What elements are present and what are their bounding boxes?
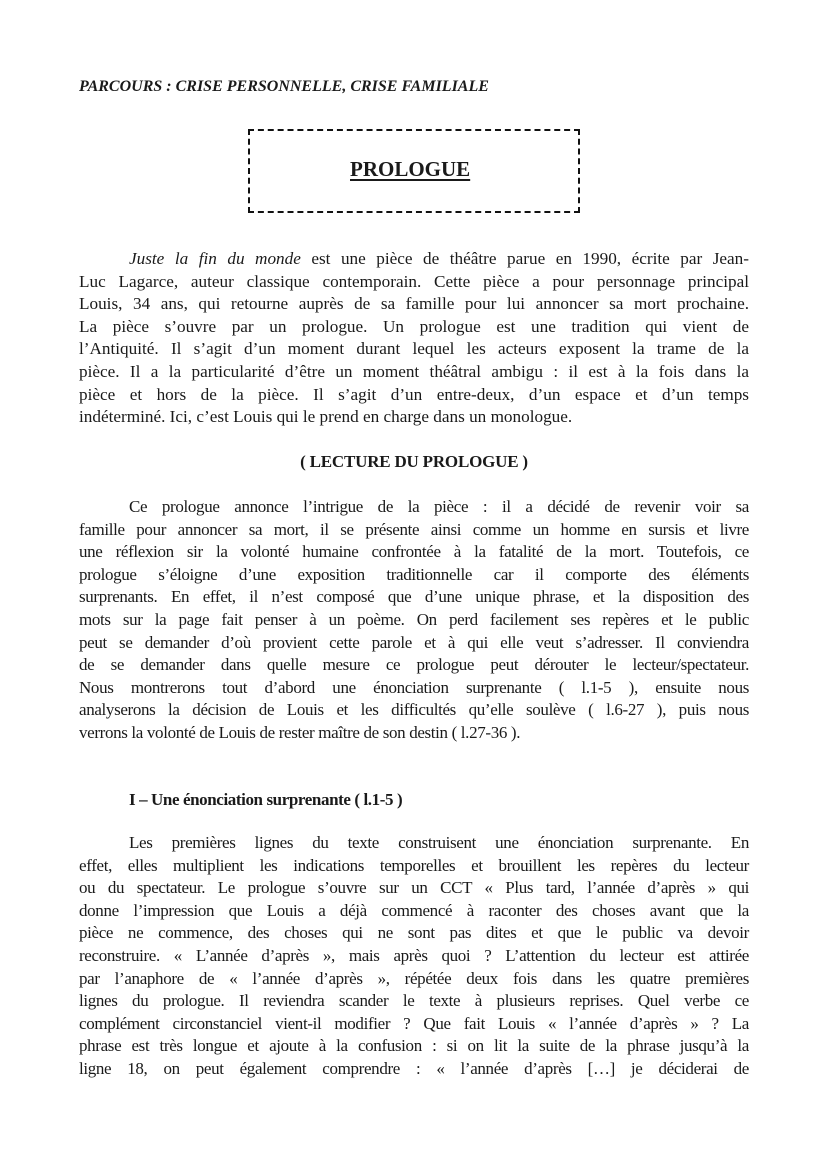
- paragraph-line: lignes du prologue. Il reviendra scander le texte à plusieurs reprises. Quel verbe ce: [79, 991, 749, 1011]
- paragraph-line: reconstruire. « L’année d’après », mais après quoi ? L’attention du lecteur est attirée: [79, 945, 749, 965]
- paragraph-line: effet, elles multiplient les indications temporelles et brouillent les repères du lecteur: [79, 855, 749, 875]
- paragraph-line: indéterminé. Ici, c’est Louis qui le prend en charge dans un monologue.: [79, 407, 573, 427]
- prologue-title-box: [248, 129, 580, 213]
- paragraph-line: pièce et hors de la pièce. Il s’agit d’un entre-deux, d’un espace et d’un temps: [79, 384, 749, 404]
- reading-heading: ( LECTURE DU PROLOGUE ): [300, 452, 528, 471]
- paragraph-line: l’Antiquité. Il s’agit d’un moment durant lequel les acteurs exposent la trame de la: [79, 339, 749, 359]
- paragraph-line: ligne 18, on peut également comprendre : « l’année d’après […] je déciderai de: [79, 1058, 749, 1078]
- paragraph-line: Louis, 34 ans, qui retourne auprès de sa famille pour lui annoncer sa mort prochaine.: [79, 294, 749, 314]
- paragraph-line: surprenants. En effet, il n’est composé que d’une unique phrase, et la disposition des: [79, 587, 749, 607]
- paragraph-line: mots sur la page fait penser à un poème. On perd facilement ses repères et le public: [79, 609, 749, 629]
- paragraph-line: analyserons la décision de Louis et les difficultés qu’elle soulève ( l.6-27 ), puis nous: [79, 700, 749, 720]
- play-title-italic: Juste la fin du monde: [129, 249, 301, 268]
- paragraph-line: pièce. Il a la particularité d’être un moment théâtral ambigu : il est à la fois dans la: [79, 361, 749, 381]
- paragraph-line: La pièce s’ouvre par un prologue. Un prologue est une tradition qui vient de: [79, 316, 749, 336]
- paragraph-line: complément circonstanciel vient-il modifier ? Que fait Louis « l’année d’après » ? La: [79, 1013, 749, 1033]
- paragraph-line: de se demander dans quelle mesure ce prologue peut dérouter le lecteur/spectateur.: [79, 655, 749, 675]
- section-heading: I – Une énonciation surprenante ( l.1-5 ): [129, 790, 403, 809]
- paragraph-line: une réflexion sir la volonté humaine confrontée à la fatalité de la mort. Toutefois, ce: [79, 542, 749, 562]
- paragraph-line: phrase est très longue et ajoute à la confusion : si on lit la suite de la phrase jusqu’à la: [79, 1036, 749, 1056]
- paragraph-line: pièce ne commence, des choses qui ne sont pas dites et que le public va devoir: [79, 923, 749, 943]
- paragraph-line: ou du spectateur. Le prologue s’ouvre sur un CCT « Plus tard, l’année d’après » qui: [79, 878, 749, 898]
- paragraph-line: Luc Lagarce, auteur classique contemporain. Cette pièce a pour personnage principal: [79, 271, 749, 291]
- intro-paragraph: [79, 248, 749, 429]
- paragraph-line: Nous montrerons tout d’abord une énonciation surprenante ( l.1-5 ), ensuite nous: [79, 677, 749, 697]
- paragraph-line: verrons la volonté de Louis de rester maître de son destin ( l.27-36 ).: [79, 722, 521, 742]
- analysis-paragraph: [79, 496, 749, 745]
- paragraph-line: donne l’impression que Louis a déjà commencé à raconter des choses avant que la: [79, 900, 749, 920]
- prologue-title: PROLOGUE: [350, 157, 471, 181]
- paragraph-line: prologue s’éloigne d’une exposition traditionnelle car il comporte des éléments: [79, 564, 749, 584]
- course-title: PARCOURS : CRISE PERSONNELLE, CRISE FAMILIALE: [79, 78, 489, 95]
- paragraph-line: Juste la fin du monde est une pièce de théâtre parue en 1990, écrite par Jean-: [129, 249, 749, 268]
- paragraph-line: par l’anaphore de « l’année d’après », répétée deux fois dans les quatre premières: [79, 968, 749, 988]
- paragraph-line: peut se demander d’où provient cette parole et à qui elle veut s’adresser. Il conviendra: [79, 632, 749, 652]
- paragraph-line: famille pour annoncer sa mort, il se présente ainsi comme un homme en sursis et livre: [79, 519, 749, 539]
- paragraph-line: Ce prologue annonce l’intrigue de la pièce : il a décidé de revenir voir sa: [129, 497, 749, 516]
- section-1-paragraph: [79, 832, 749, 1081]
- paragraph-line: Les premières lignes du texte construisent une énonciation surprenante. En: [129, 833, 749, 852]
